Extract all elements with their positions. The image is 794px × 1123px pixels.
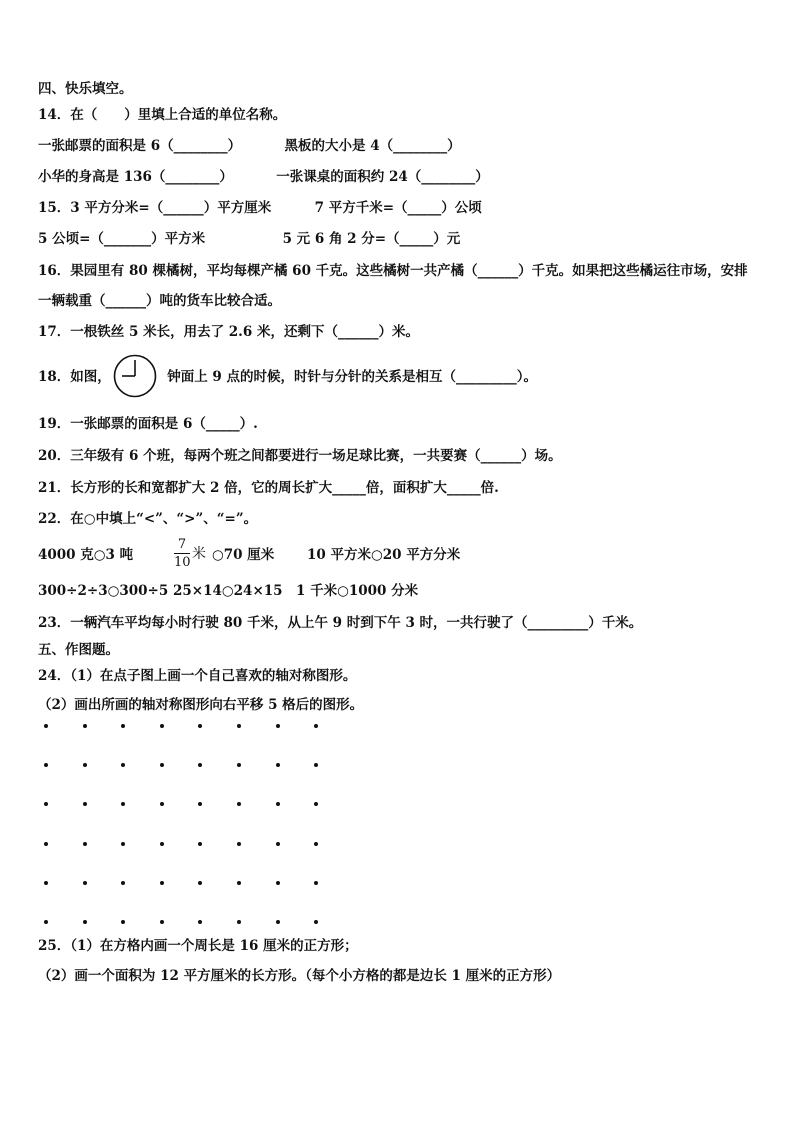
grid-dot bbox=[121, 763, 125, 767]
grid-dot bbox=[237, 881, 241, 885]
q22-compare-3: 10 平方米○20 平方分米 bbox=[307, 547, 461, 563]
question-17: 17．一根铁丝 5 米长，用去了 2.6 米，还剩下（______）米。 bbox=[38, 324, 419, 340]
grid-dot bbox=[276, 920, 280, 924]
grid-dot bbox=[276, 724, 280, 728]
grid-dot bbox=[237, 920, 241, 924]
q22-compare-1: 4000 克○3 吨 bbox=[38, 547, 134, 563]
q14-desk-area: 一张课桌的面积约 24（________） bbox=[276, 169, 489, 185]
q14-stamp-area: 一张邮票的面积是 6（________） bbox=[38, 138, 242, 154]
grid-dot bbox=[44, 763, 48, 767]
q18-prefix: 18．如图， bbox=[38, 369, 111, 385]
q22-compare-4: 300÷2÷3○300÷5 bbox=[38, 583, 169, 599]
grid-dot bbox=[121, 881, 125, 885]
grid-dot bbox=[44, 842, 48, 846]
section-4-title: 四、快乐填空。 bbox=[38, 81, 133, 97]
clock-face-icon bbox=[113, 354, 157, 398]
grid-dot bbox=[276, 763, 280, 767]
grid-dot bbox=[276, 842, 280, 846]
grid-dot bbox=[44, 724, 48, 728]
grid-dot bbox=[160, 724, 164, 728]
grid-dot bbox=[237, 802, 241, 806]
grid-dot bbox=[314, 724, 318, 728]
question-14-stem: 14．在（ ）里填上合适的单位名称。 bbox=[38, 107, 287, 123]
grid-dot bbox=[44, 920, 48, 924]
grid-dot bbox=[276, 802, 280, 806]
question-19: 19．一张邮票的面积是 6（_____）. bbox=[38, 416, 258, 432]
q22-compare-5: 25×14○24×15 bbox=[173, 583, 283, 599]
question-23: 23．一辆汽车平均每小时行驶 80 千米，从上午 9 时到下午 3 时，一共行驶了（_________）千米。 bbox=[38, 615, 643, 631]
q22-fraction bbox=[174, 537, 210, 571]
grid-dot bbox=[83, 842, 87, 846]
question-15-row1 bbox=[38, 199, 482, 217]
grid-dot bbox=[198, 881, 202, 885]
grid-dot bbox=[121, 802, 125, 806]
question-22-stem: 22．在○中填上“<”、“>”、“=”。 bbox=[38, 511, 258, 527]
grid-dot bbox=[314, 763, 318, 767]
fraction-bar bbox=[174, 553, 190, 554]
q15-km2-to-ha: 7 平方千米=（_____）公顷 bbox=[314, 200, 482, 216]
grid-dot bbox=[160, 920, 164, 924]
question-14-row2 bbox=[38, 168, 489, 186]
grid-dot bbox=[198, 920, 202, 924]
q18-suffix: 钟面上 9 点的时候，时针与分针的关系是相互（_________）。 bbox=[167, 369, 537, 385]
grid-dot bbox=[314, 920, 318, 924]
q14-blackboard-size: 黑板的大小是 4（________） bbox=[284, 138, 461, 154]
q14-height: 小华的身高是 136（________） bbox=[38, 169, 233, 185]
grid-dot bbox=[44, 881, 48, 885]
grid-dot bbox=[237, 842, 241, 846]
grid-dot bbox=[276, 881, 280, 885]
grid-dot bbox=[83, 920, 87, 924]
question-20: 20．三年级有 6 个班，每两个班之间都要进行一场足球比赛，一共要赛（______）场。 bbox=[38, 448, 562, 464]
question-15-row2 bbox=[38, 230, 460, 248]
question-24-part1: 24．（1）在点子图上画一个自己喜欢的轴对称图形。 bbox=[38, 668, 357, 684]
grid-dot bbox=[160, 842, 164, 846]
grid-dot bbox=[160, 802, 164, 806]
grid-dot bbox=[237, 763, 241, 767]
section-5-title: 五、作图题。 bbox=[38, 642, 119, 658]
grid-dot bbox=[83, 881, 87, 885]
question-16-line1: 16．果园里有 80 棵橘树，平均每棵产橘 60 千克。这些橘树一共产橘（______）千克。如果把这些橘运往市场，安排 bbox=[38, 263, 748, 279]
grid-dot bbox=[314, 881, 318, 885]
q22-compare-2: ○70 厘米 bbox=[212, 547, 275, 563]
question-16-line2: 一辆载重（______）吨的货车比较合适。 bbox=[38, 293, 281, 309]
grid-dot bbox=[198, 842, 202, 846]
grid-dot bbox=[198, 724, 202, 728]
question-25-part1: 25．（1）在方格内画一个周长是 16 厘米的正方形； bbox=[38, 938, 358, 954]
fraction-unit: 米 bbox=[192, 546, 206, 562]
q15-dm2-to-cm2: 15．3 平方分米=（______）平方厘米 bbox=[38, 200, 272, 216]
grid-dot bbox=[198, 802, 202, 806]
grid-dot bbox=[121, 724, 125, 728]
grid-dot bbox=[83, 724, 87, 728]
grid-dot bbox=[314, 802, 318, 806]
fraction-numerator: 7 bbox=[177, 537, 187, 552]
grid-dot bbox=[160, 881, 164, 885]
q15-ha-to-m2: 5 公顷=（_______）平方米 bbox=[38, 231, 206, 247]
grid-dot bbox=[83, 802, 87, 806]
grid-dot bbox=[198, 763, 202, 767]
question-14-row1 bbox=[38, 137, 461, 155]
grid-dot bbox=[160, 763, 164, 767]
grid-dot bbox=[314, 842, 318, 846]
q15-money: 5 元 6 角 2 分=（_____）元 bbox=[282, 231, 461, 247]
fraction-denominator: 10 bbox=[174, 555, 191, 570]
grid-dot bbox=[121, 920, 125, 924]
grid-dot bbox=[83, 763, 87, 767]
question-25-part2: （2）画一个面积为 12 平方厘米的长方形。（每个小方格的都是边长 1 厘米的正方形） bbox=[38, 968, 561, 984]
question-21: 21．长方形的长和宽都扩大 2 倍，它的周长扩大_____倍，面积扩大_____倍. bbox=[38, 480, 499, 496]
grid-dot bbox=[237, 724, 241, 728]
grid-dot bbox=[121, 842, 125, 846]
question-24-part2: （2）画出所画的轴对称图形向右平移 5 格后的图形。 bbox=[38, 697, 364, 713]
grid-dot bbox=[44, 802, 48, 806]
q22-compare-6: 1 千米○1000 分米 bbox=[296, 583, 419, 599]
